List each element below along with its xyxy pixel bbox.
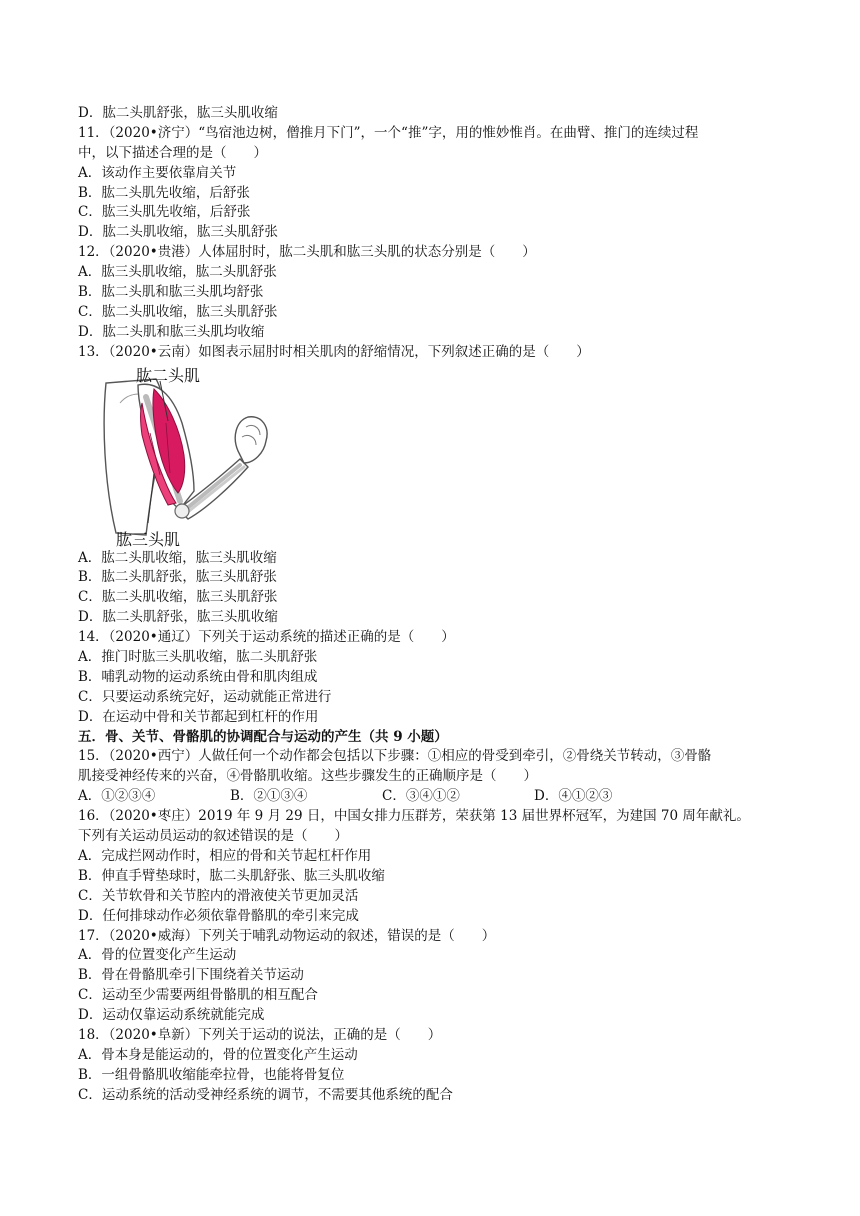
section-heading: 五．骨、关节、骨骼肌的协调配合与运动的产生（共 9 小题）: [78, 728, 448, 745]
q17-option-d: D．运动仅靠运动系统就能完成: [78, 1007, 265, 1024]
q11-option-b: B．肱二头肌先收缩，后舒张: [78, 184, 250, 201]
triceps-label: 肱三头肌: [116, 529, 181, 549]
q12-option-b: B．肱二头肌和肱三头肌均舒张: [78, 284, 264, 301]
biceps-label: 肱二头肌: [136, 365, 201, 385]
q15-stem-line2: 肌接受神经传来的兴奋，④骨骼肌收缩。这些步骤发生的正确顺序是（ ）: [78, 768, 537, 785]
q11-stem-line2: 中，以下描述合理的是（ ）: [78, 144, 267, 161]
q15-option-b: B．②①③④: [230, 788, 308, 805]
q14-stem: 14．（2020•通辽）下列关于运动系统的描述正确的是（ ）: [78, 629, 455, 646]
q14-option-a: A．推门时肱三头肌收缩，肱二头肌舒张: [78, 649, 318, 666]
q15-options: [78, 787, 788, 807]
arm-illustration: [98, 363, 288, 549]
q13-option-d: D．肱二头肌舒张，肱三头肌收缩: [78, 609, 278, 626]
q18-option-c: C．运动系统的活动受神经系统的调节，不需要其他系统的配合: [78, 1086, 453, 1103]
q17-option-a: A．骨的位置变化产生运动: [78, 947, 237, 964]
q13-option-b: B．肱二头肌舒张，肱三头肌舒张: [78, 569, 277, 586]
q14-option-c: C．只要运动系统完好，运动就能正常进行: [78, 688, 332, 705]
q13-stem: 13．（2020•云南）如图表示屈肘时相关肌肉的舒缩情况，下列叙述正确的是（ ）: [78, 343, 590, 360]
q15-option-a: A．①②③④: [78, 788, 156, 805]
q16-option-c: C．关节软骨和关节腔内的滑液使关节更加灵活: [78, 887, 359, 904]
q16-stem-line1: 16．（2020•枣庄）2019 年 9 月 29 日，中国女排力压群芳，荣获第 13 届世界杯冠军，为建国 70 周年献礼。: [78, 808, 750, 825]
q12-option-d: D．肱二头肌和肱三头肌均收缩: [78, 323, 265, 340]
question-content: [78, 104, 788, 1106]
q17-stem: 17．（2020•威海）下列关于哺乳动物运动的叙述，错误的是（ ）: [78, 927, 496, 944]
q11-stem-line1: 11．（2020•济宁）“鸟宿池边树，僧推月下门”，一个“推”字，用的惟妙惟肖。在曲臂、推门的连续过程: [78, 124, 699, 141]
q13-option-c: C．肱二头肌收缩，肱三头肌舒张: [78, 589, 278, 606]
q14-option-b: B．哺乳动物的运动系统由骨和肌肉组成: [78, 668, 318, 685]
q16-option-a: A．完成拦网动作时，相应的骨和关节起杠杆作用: [78, 847, 372, 864]
q16-option-b: B．伸直手臂垫球时，肱二头肌舒张、肱三头肌收缩: [78, 867, 385, 884]
q11-option-a: A．该动作主要依靠肩关节: [78, 164, 237, 181]
q15-stem-line1: 15．（2020•西宁）人做任何一个动作都会包括以下步骤：①相应的骨受到牵引，②骨绕关节转动，③骨骼: [78, 748, 712, 765]
q17-option-c: C．运动至少需要两组骨骼肌的相互配合: [78, 987, 318, 1004]
q12-stem: 12．（2020•贵港）人体屈肘时，肱二头肌和肱三头肌的状态分别是（ ）: [78, 244, 536, 261]
q16-option-d: D．任何排球动作必须依靠骨骼肌的牵引来完成: [78, 907, 359, 924]
q12-option-c: C．肱二头肌收缩，肱三头肌舒张: [78, 303, 278, 320]
q18-option-a: A．骨本身是能运动的，骨的位置变化产生运动: [78, 1046, 358, 1063]
arm-muscle-figure: [98, 363, 288, 549]
q18-stem: 18．（2020•阜新）下列关于运动的说法，正确的是（ ）: [78, 1026, 442, 1043]
q12-option-a: A．肱三头肌收缩，肱二头肌舒张: [78, 264, 277, 281]
q15-option-c: C．③④①②: [382, 788, 460, 805]
q13-option-a: A．肱二头肌收缩，肱三头肌收缩: [78, 549, 277, 566]
q11-option-c: C．肱三头肌先收缩，后舒张: [78, 204, 251, 221]
q10-option-d: D．肱二头肌舒张，肱三头肌收缩: [78, 105, 278, 121]
q17-option-b: B．骨在骨骼肌牵引下围绕着关节运动: [78, 967, 304, 984]
q11-option-d: D．肱二头肌收缩，肱三头肌舒张: [78, 224, 278, 241]
q15-option-d: D．④①②③: [534, 788, 613, 805]
q18-option-b: B．一组骨骼肌收缩能牵拉骨，也能将骨复位: [78, 1066, 345, 1083]
q14-option-d: D．在运动中骨和关节都起到杠杆的作用: [78, 708, 319, 725]
q16-stem-line2: 下列有关运动员运动的叙述错误的是（ ）: [78, 828, 348, 845]
